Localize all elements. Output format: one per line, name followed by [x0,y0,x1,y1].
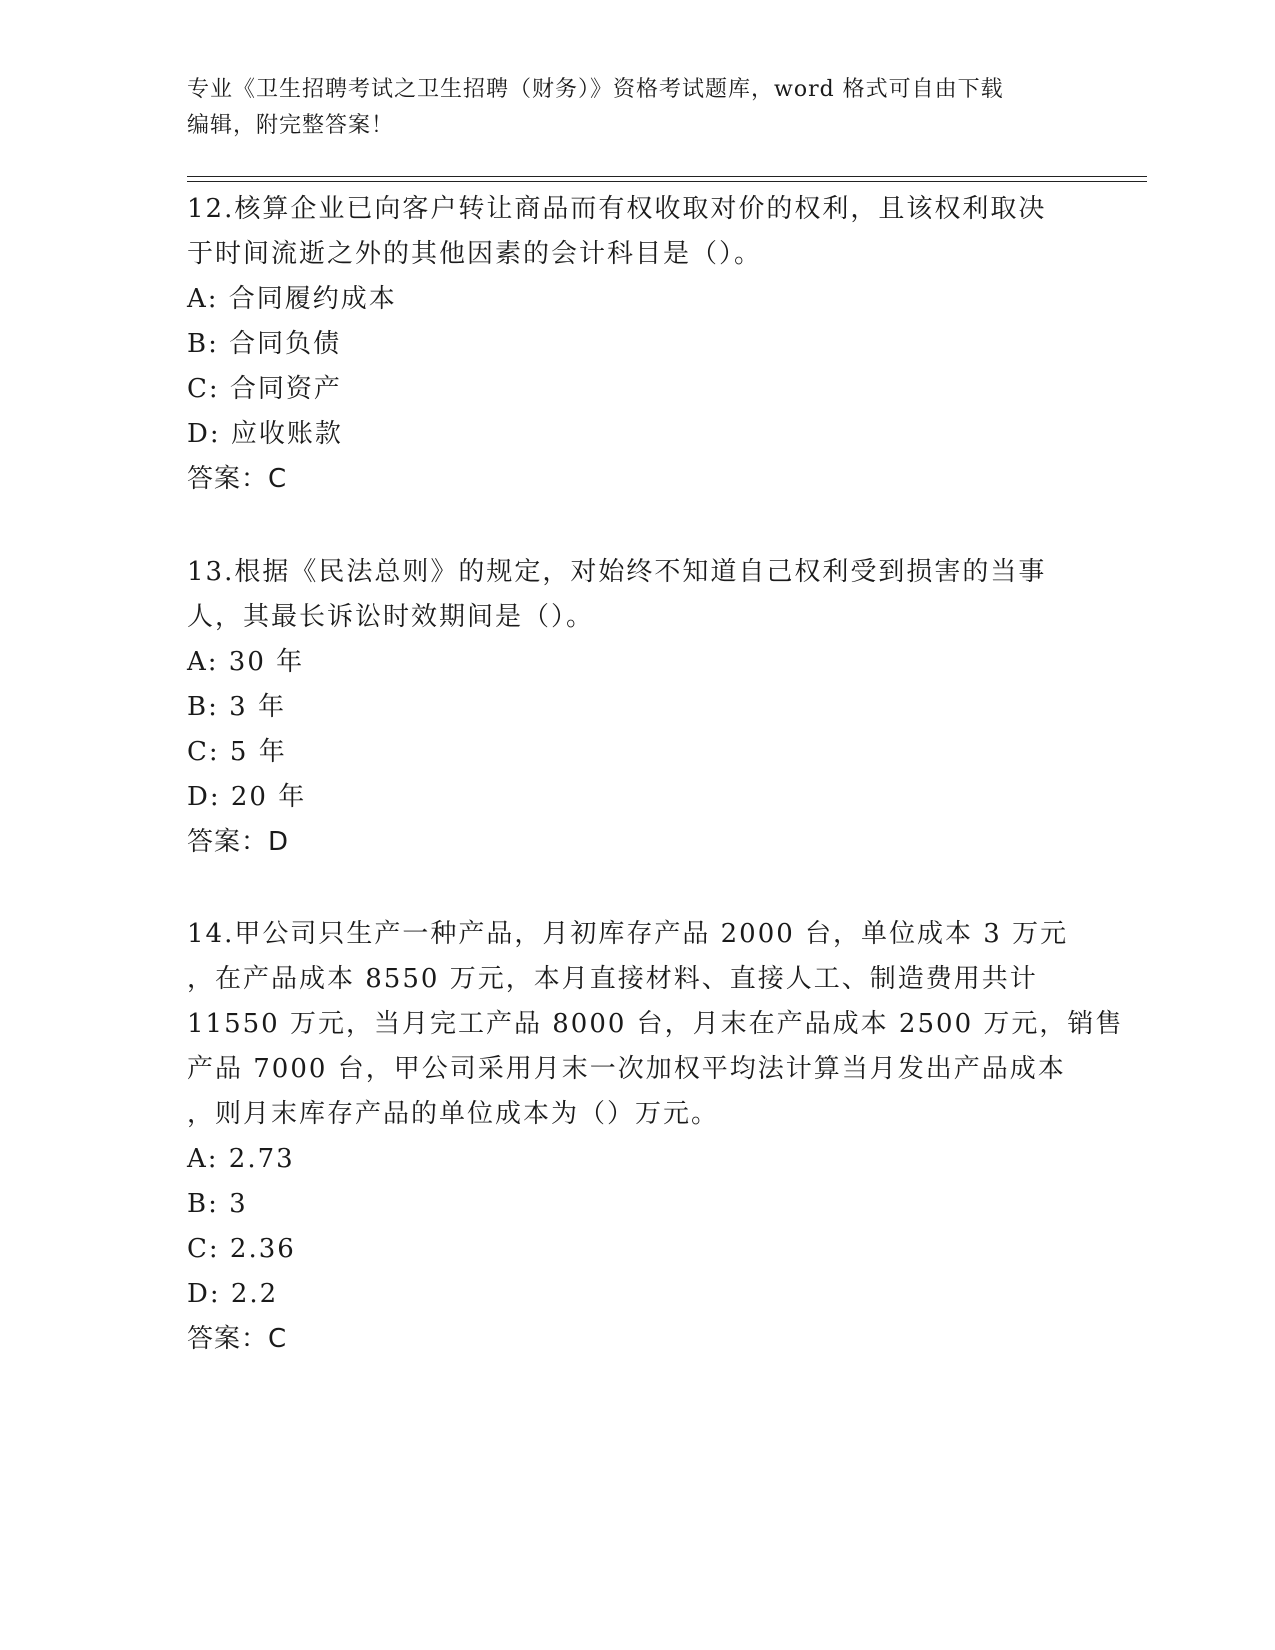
question-stem-line: 于时间流逝之外的其他因素的会计科目是（）。 [187,239,763,269]
document-header [187,72,1067,144]
question-stem-line: 产品 7000 台，甲公司采用月末一次加权平均法计算当月发出产品成本 [187,1054,1066,1084]
option-b: B: 3 [187,1189,248,1219]
question-stem-line: 人，其最长诉讼时效期间是（）。 [187,602,595,632]
header-divider-bottom [187,181,1147,182]
answer-label: 答案：D [187,827,290,857]
answer-label: 答案：C [187,1324,288,1354]
option-c: C: 2.36 [187,1234,296,1264]
question-stem-line: 14.甲公司只生产一种产品，月初库存产品 2000 台，单位成本 3 万元 [187,919,1069,949]
question-14 [187,912,1124,1362]
question-12 [187,187,1077,502]
option-a: A: 30 年 [187,647,305,677]
option-d: D: 20 年 [187,782,307,812]
question-13 [187,550,1077,865]
answer-label: 答案：C [187,464,288,494]
header-line-1: 专业《卫生招聘考试之卫生招聘（财务）》资格考试题库，word 格式可自由下载 [187,77,1004,102]
question-stem-line: 13.根据《民法总则》的规定，对始终不知道自己权利受到损害的当事 [187,557,1047,587]
option-a: A: 合同履约成本 [187,284,397,314]
question-stem-line: ，在产品成本 8550 万元，本月直接材料、直接人工、制造费用共计 [187,964,1038,994]
question-stem-line: 12.核算企业已向客户转让商品而有权收取对价的权利，且该权利取决 [187,194,1047,224]
option-a: A: 2.73 [187,1144,295,1174]
option-d: D: 应收账款 [187,419,343,449]
option-b: B: 3 年 [187,692,286,722]
header-divider-top [187,176,1147,177]
option-c: C: 5 年 [187,737,287,767]
question-stem-line: 11550 万元，当月完工产品 8000 台，月末在产品成本 2500 万元，销售 [187,1009,1124,1039]
option-c: C: 合同资产 [187,374,342,404]
question-stem-line: ，则月末库存产品的单位成本为（）万元。 [187,1099,720,1129]
option-d: D: 2.2 [187,1279,279,1309]
header-line-2: 编辑，附完整答案！ [187,113,395,138]
option-b: B: 合同负债 [187,329,342,359]
